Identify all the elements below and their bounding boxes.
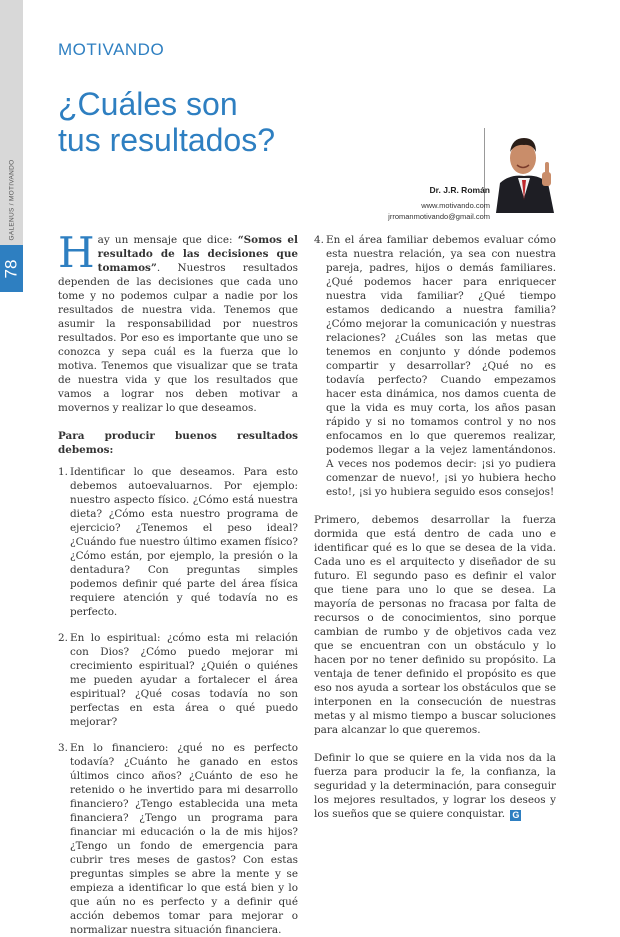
closing-paragraph: Definir lo que se quiere en la vida nos da la fuerza para producir la fe, la confianza, la seguridad y la determinación, para conseguir los mejores resultados, y lograr los deseos y los sueños que se quiere conquistar. G — [314, 752, 556, 820]
title-line-2: tus resultados? — [58, 122, 276, 158]
author-name: Dr. J.R. Román — [429, 185, 490, 195]
list-item: 2. En lo espiritual: ¿cómo esta mi relación con Dios? ¿Cómo puedo mejorar mi crecimiento espiritual? ¿Quién o quiénes me pueden ayudar a fortalecer el área espiritual? ¿Qué cosas todavía no son perfectas en esta área o qué puedo mejorar? — [58, 632, 298, 728]
section-label: MOTIVANDO — [58, 40, 165, 59]
author-photo — [490, 128, 558, 213]
page-title — [58, 86, 275, 158]
column-left — [58, 228, 298, 937]
author-email[interactable]: jrromanmotivando@gmail.com — [388, 212, 490, 221]
list-item: 4. En el área familiar debemos evaluar cómo esta nuestra relación, ya sea con nuestra pareja, padres, hijos o demás familiares. ¿Qué podemos hacer para enriquecer nuestra vida familiar? ¿Qué tiempo estamos dedicando a nuestra familia? ¿Cómo mejorar la comunicación y nuestras relaciones? ¿Cuáles son las metas que tenemos en conjunto y dónde podemos compartir y desarrollar? ¿Qué no es todavía perfecto? Cuando empezamos hacer esta dinámica, nos damos cuenta de que la vida es muy corta, los años pasan rápido y si no tomamos control y no nos enfocamos en lo que queremos realizar, podemos llegar a la vejez lamentándonos. A veces nos podemos decir: ¡si yo pudiera comenzar de nuevo!, ¡si yo hubiera hecho esto!, ¡si yo hubiera seguido esos consejos! — [314, 234, 556, 498]
page-number-box — [0, 245, 23, 292]
page-number: 78 — [1, 259, 21, 278]
title-line-1: ¿Cuáles son — [58, 86, 238, 122]
dropcap: H — [58, 228, 95, 277]
side-label: GALENUS / MOTIVANDO — [8, 159, 16, 241]
body-paragraph: Primero, debemos desarrollar la fuerza dormida que está dentro de cada uno e identificar qué es lo que se desea de la vida. Cada uno es el arquitecto y diseñador de su futuro. El segundo paso es definir el valor que tiene para uno lo que se desea. La mayoría de personas no fracasa por falta de recursos o de conocimientos, sino porque cambian de rumbo y de objetivos cada vez que se encuentran con un obstáculo y lo hacen por no tener definido su propósito. La ventaja de tener definido el propósito es que eso nos ayuda a sortear los obstáculos que se interponen en la consecución de nuestras metas y al mismo tiempo a buscar soluciones para alcanzar lo que queremos. — [314, 514, 556, 736]
intro-paragraph: Hay un mensaje que dice: “Somos el resultado de las decisiones que tomamos”. Nuestros resultados dependen de las decisiones que cada uno tome y no podemos culpar a nadie por los resultados de nuestra vida. Tenemos que asumir la responsabilidad por nuestros resultados. Por eso es importante que uno se conozca y sepa cuál es la fuerza que lo motiva. Tenemos que visualizar que se trata de nuestra vida y que los resultados que vamos a lograr nos deben motivar a movernos y realizar lo que deseamos. — [58, 228, 298, 414]
list-item: 1. Identificar lo que deseamos. Para esto debemos autoevaluarnos. Por ejemplo: nuestro aspecto físico. ¿Cómo está nuestra dieta? ¿Cómo esta nuestro programa de ejercicio? ¿Tenemos el peso ideal? ¿Cuándo fue nuestro último examen físico? ¿Cómo están, por ejemplo, la presión o la dentadura? Con preguntas simples podemos definir qué parte del área física requiere atención y qué todavía no es perfecto. — [58, 466, 298, 618]
intro-quote: “Somos el resultado de las decisiones que tomamos” — [97, 234, 298, 274]
author-block — [388, 185, 490, 221]
subheading: Para producir buenos resultados debemos: — [58, 430, 298, 456]
list-item: 3. En lo financiero: ¿qué no es perfecto todavía? ¿Cuánto he ganado en estos últimos cinco años? ¿Cuánto de eso he retenido o he invertido para mi desarrollo financiero? ¿Tengo establecida una meta financiera? ¿Tengo un programa para financiar mi educación o la de mis hijos? ¿Tengo un fondo de emergencia para cubrir tres meses de gastos? Con estas preguntas simples se abre la mente y se empieza a identificar lo que está bien y lo que aún no es perfecto y a definir qué acción debemos tomar para mejorar o normalizar nuestra situación financiera. — [58, 742, 298, 936]
author-website[interactable]: www.motivando.com — [421, 201, 490, 210]
column-right — [314, 233, 556, 821]
end-mark-icon: G — [512, 810, 520, 820]
